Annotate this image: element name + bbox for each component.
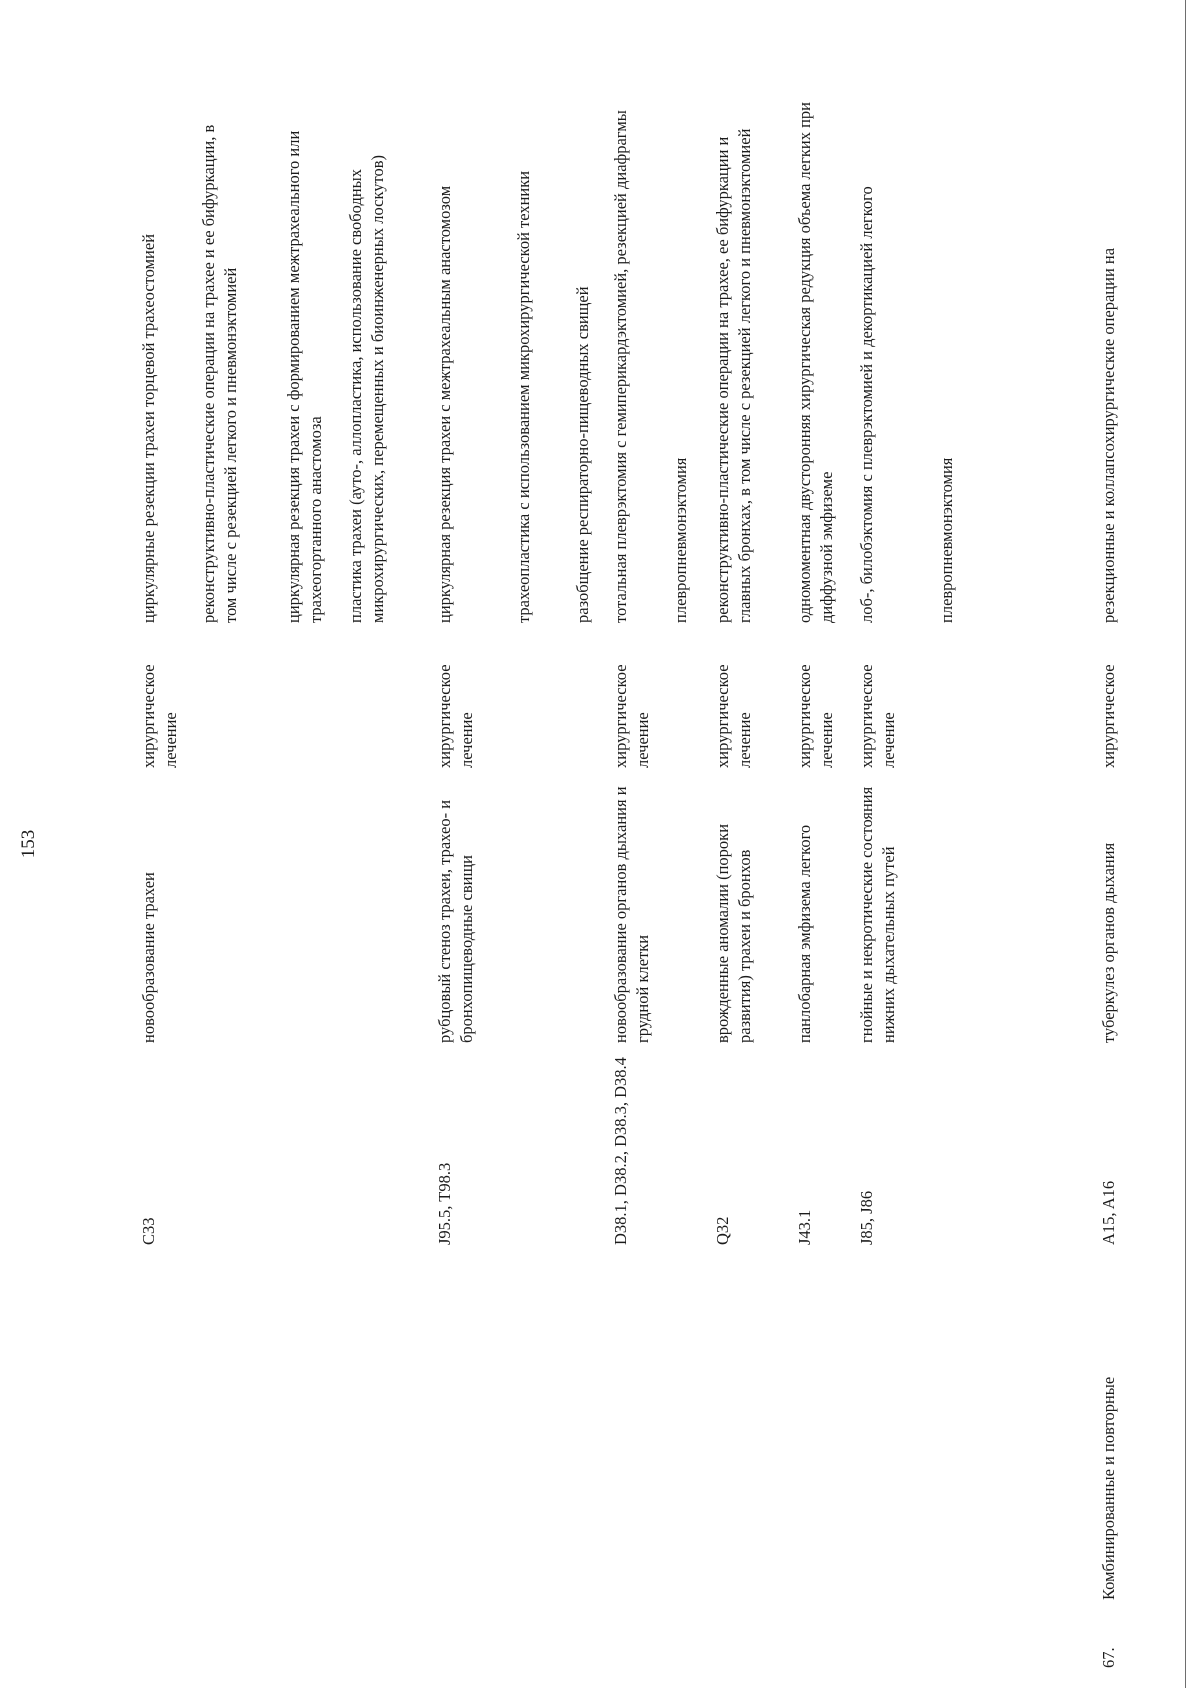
row-method: плевропневмонэктомия [671,457,690,623]
row-method: трахеопластика с использованием микрохирургической техники [514,170,533,623]
row-treatment: хирургическое [1099,664,1118,768]
row-diagnosis: гнойные и некротические состояния нижних дыхательных путей [857,786,898,1043]
row-treatment: хирургическое лечение [139,664,180,768]
row-treatment: хирургическое лечение [713,664,754,768]
row-method: резекционные и коллапсохирургические операции на [1099,247,1118,623]
row-method: одномоментная двусторонняя хирургическая редукция объема легких при диффузной эмфиземе [795,102,836,623]
row-codes: Q32 [713,1216,732,1245]
row-diagnosis: туберкулез органов дыхания [1099,842,1118,1043]
row-method: лоб-, билобэктомия с плеврэктомией и декортикацией легкого [857,186,876,623]
row-treatment: хирургическое лечение [857,664,898,768]
row-name: Комбинированные и повторные [1099,1376,1118,1600]
row-method: пластика трахеи (ауто-, аллопластика, использование свободных микрохирургических, перемещенных и биоинженерных лоскутов) [346,154,387,623]
row-codes: J85, J86 [857,1190,876,1245]
row-method: циркулярная резекция трахеи с формированием межтрахеального или трахеогортанного анастомоза [284,130,325,623]
row-treatment: хирургическое лечение [611,664,652,768]
row-treatment: хирургическое лечение [435,664,476,768]
row-method: реконструктивно-пластические операции на трахее и ее бифуркации, в том числе с резекцией легкого и пневмонэктомией [199,124,240,623]
row-codes: C33 [139,1217,158,1245]
row-method: циркулярная резекция трахеи с межтрахеальным анастомозом [435,185,454,623]
row-codes: J43.1 [795,1209,814,1245]
page-number: 153 [18,829,39,859]
row-method: плевропневмонэктомия [937,457,956,623]
row-treatment: хирургическое лечение [795,664,836,768]
bottom-rule [1185,0,1186,1688]
row-diagnosis: рубцовый стеноз трахеи, трахео- и бронхопищеводные свищи [435,799,476,1043]
row-diagnosis: панлобарная эмфизема легкого [795,824,814,1043]
row-method: реконструктивно-пластические операции на трахее, ее бифуркации и главных бронхах, в том числе с резекцией легкого и пневмонэктомией [713,128,754,623]
row-number: 67. [1099,1647,1118,1668]
row-codes: A15, A16 [1099,1180,1118,1245]
row-codes: D38.1, D38.2, D38.3, D38.4 [611,1057,630,1245]
row-method: разобщение респираторно-пищеводных свищей [573,286,592,623]
row-diagnosis: врожденные аномалии (пороки развития) трахеи и бронхов [713,823,754,1043]
row-method: циркулярные резекции трахеи торцевой трахеостомией [139,233,158,623]
row-method: тотальная плеврэктомия с гемиперикардэктомией, резекцией диафрагмы [611,110,630,623]
row-diagnosis: новообразование органов дыхания и грудной клетки [611,786,652,1043]
row-diagnosis: новообразование трахеи [139,872,158,1043]
row-codes: J95.5, T98.3 [435,1162,454,1245]
